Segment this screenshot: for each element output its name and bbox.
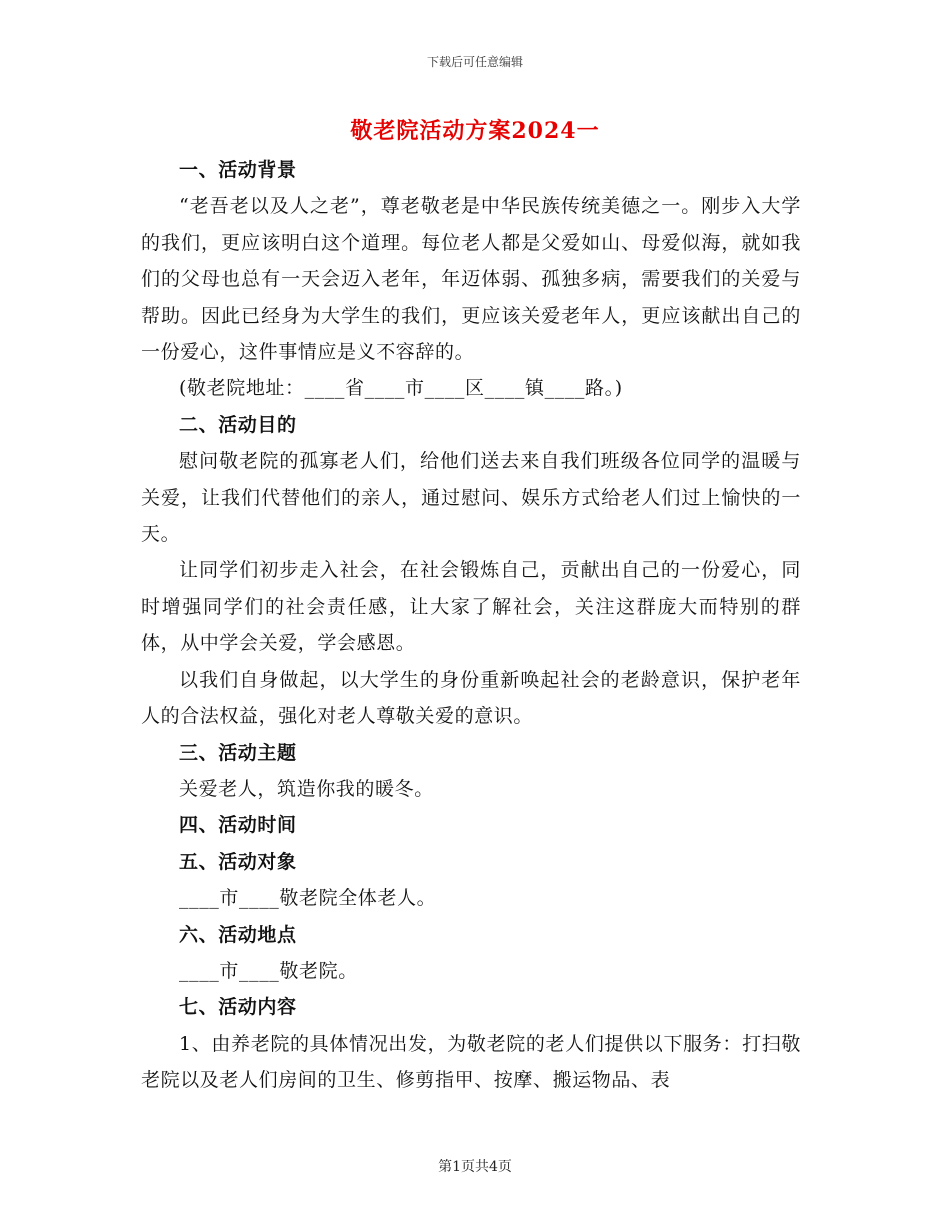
body-paragraph: 以我们自身做起，以大学生的身份重新唤起社会的老龄意识，保护老年人的合法权益，强化对老人尊敬关爱的意识。 xyxy=(141,668,801,728)
body-paragraph: 慰问敬老院的孤寡老人们，给他们送去来自我们班级各位同学的温暖与关爱，让我们代替他们的亲人，通过慰问、娱乐方式给老人们过上愉快的一天。 xyxy=(141,450,801,546)
section-heading: 七、活动内容 xyxy=(179,996,297,1019)
section-content xyxy=(141,989,801,1098)
body-paragraph: 关爱老人，筑造你我的暖冬。 xyxy=(179,777,434,800)
section-heading: 二、活动目的 xyxy=(179,413,297,436)
section-heading: 四、活动时间 xyxy=(179,814,297,837)
body-paragraph: 1、由养老院的具体情况出发，为敬老院的老人们提供以下服务：打扫敬老院以及老人们房间的卫生、修剪指甲、按摩、搬运物品、表 xyxy=(141,1032,801,1092)
body-paragraph: “老吾老以及人之老”，尊老敬老是中华民族传统美德之一。刚步入大学的我们，更应该明白这个道理。每位老人都是父爱如山、母爱似海，就如我们的父母也总有一天会迈入老年，年迈体弱、孤独多病，需要我们的关爱与帮助。因此已经身为大学生的我们，更应该关爱老年人，更应该献出自己的一份爱心，这件事情应是义不容辞的。 xyxy=(141,195,801,364)
document-title: 敬老院活动方案2024一 xyxy=(350,118,600,144)
section-purpose xyxy=(141,407,801,735)
document-body xyxy=(141,152,801,1099)
section-time xyxy=(141,807,801,843)
body-paragraph: ____市____敬老院。 xyxy=(179,959,358,982)
page-header-note: 下载后可任意编辑 xyxy=(426,55,523,69)
section-heading: 一、活动背景 xyxy=(179,159,297,181)
section-heading: 五、活动对象 xyxy=(179,850,297,873)
section-location xyxy=(141,917,801,990)
section-heading: 三、活动主题 xyxy=(179,741,297,764)
section-theme xyxy=(141,735,801,808)
section-target xyxy=(141,844,801,917)
section-background xyxy=(141,152,801,407)
page-number: 第1页共4页 xyxy=(438,1159,512,1175)
body-paragraph: 让同学们初步走入社会，在社会锻炼自己，贡献出自己的一份爱心，同时增强同学们的社会责任感，让大家了解社会，关注这群庞大而特别的群体，从中学会关爱，学会感恩。 xyxy=(141,559,801,655)
body-paragraph: ____市____敬老院全体老人。 xyxy=(179,887,437,910)
section-heading: 六、活动地点 xyxy=(179,923,297,946)
address-paragraph: (敬老院地址：____省____市____区____镇____路。) xyxy=(179,377,623,400)
